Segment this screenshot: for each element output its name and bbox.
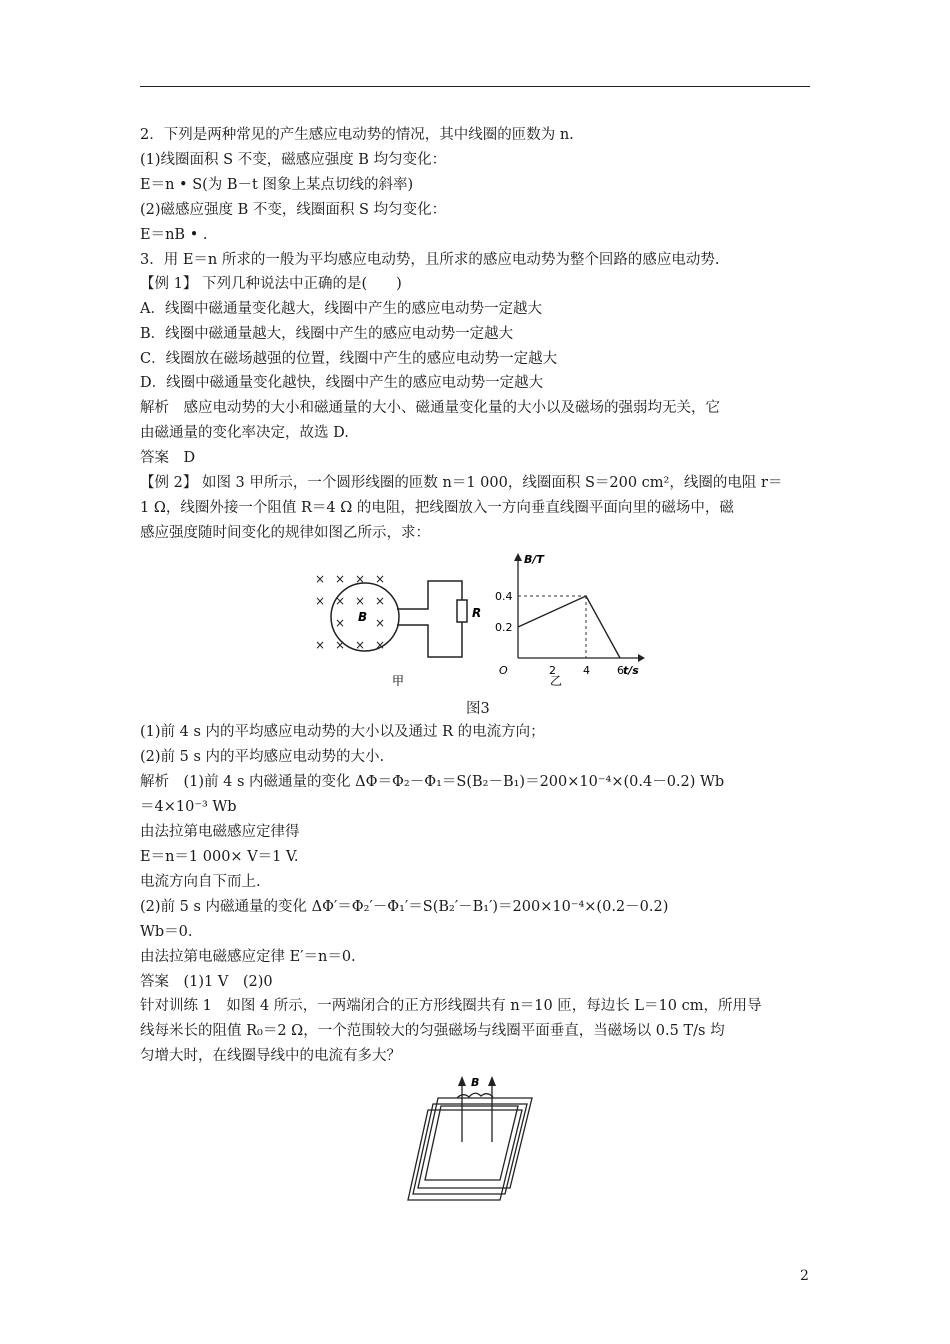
x-tick-label: 6 [617,664,624,677]
x-tick-label: 4 [583,664,590,677]
text-line: 【例 1】 下列几种说法中正确的是( ) [140,276,402,292]
text-line: (1)线圈面积 S 不变，磁感应强度 B 均匀变化： [140,152,447,168]
text-line: (2)前 5 s 内的平均感应电动势的大小. [140,749,385,765]
field-cross: × [335,616,346,630]
text-line: E＝n • S(为 B－t 图象上某点切线的斜率) [140,177,414,193]
field-cross: × [355,594,366,608]
text-line: E＝n＝1 000× V＝1 V. [140,849,299,865]
text-line: (1)前 4 s 内的平均感应电动势的大小以及通过 R 的电流方向； [140,724,545,740]
figure-3 [300,545,660,690]
text-line: 2．下列是两种常见的产生感应电动势的情况，其中线圈的匝数为 n. [140,127,574,143]
x-tick-label: 2 [549,664,556,677]
text-line: 感应强度随时间变化的规律如图乙所示，求： [140,525,430,541]
field-label: B [471,1076,480,1089]
text-line: 由磁通量的变化率决定，故选 D. [140,425,349,441]
text-line: D．线圈中磁通量变化越快，线圈中产生的感应电动势一定越大 [140,375,544,391]
text-line: 由法拉第电磁感应定律得 [140,824,300,840]
text-line: 电流方向自下而上. [140,874,261,890]
x-axis-label: t/s [623,664,639,677]
origin-label: O [499,664,508,677]
text-line: 解析 感应电动势的大小和磁通量的大小、磁通量变化量的大小以及磁场的强弱均无关，它 [140,400,720,416]
left-sublabel: 甲 [392,674,405,688]
data-line [518,596,620,658]
text-line: 解析 (1)前 4 s 内磁通量的变化 ΔΦ＝Φ₂－Φ₁＝S(B₂－B₁)＝200×10⁻⁴×(0.4－0.2) Wb [140,774,725,790]
figure-4-coil [405,1070,545,1210]
text-line: 线每米长的阻值 R₀＝2 Ω，一个范围较大的匀强磁场与线圈平面垂直，当磁场以 0.5 T/s 均 [140,1023,725,1039]
header-rule [140,86,810,87]
text-line: ＝4×10⁻³ Wb [140,799,237,815]
text-line: B．线圈中磁通量越大，线圈中产生的感应电动势一定越大 [140,326,514,342]
figure-3-caption: 图3 [466,701,490,717]
text-line: 答案 D [140,450,196,466]
coil-turn [418,1098,532,1188]
field-cross: × [375,638,386,652]
y-tick-label: 0.4 [495,590,513,603]
y-axis-label: B/T [524,553,544,566]
arrowhead-icon [488,1076,496,1086]
arrowhead-icon [458,1076,466,1086]
coil-inner-edge [425,1106,518,1180]
text-line: 3．用 E＝n 所求的一般为平均感应电动势，且所求的感应电动势为整个回路的感应电动势. [140,252,720,268]
text-line: (2)磁感应强度 B 不变，线圈面积 S 均匀变化： [140,202,447,218]
right-sublabel: 乙 [550,674,563,688]
resistor-symbol [457,600,467,622]
text-line: (2)前 5 s 内磁通量的变化 ΔΦ′＝Φ₂′－Φ₁′＝S(B₂′－B₁′)＝200×10⁻⁴×(0.2－0.2) [140,899,669,915]
text-line: 匀增大时，在线圈导线中的电流有多大？ [140,1048,401,1064]
field-cross: × [315,572,326,586]
text-line: E＝nB • . [140,227,208,243]
bt-chart [495,553,645,677]
page-number: 2 [800,1268,809,1284]
field-cross: × [335,572,346,586]
field-cross: × [315,638,326,652]
text-line: A．线圈中磁通量变化越大，线圈中产生的感应电动势一定越大 [140,301,542,317]
field-label: B [358,610,368,624]
field-cross: × [355,638,366,652]
text-line: C．线圈放在磁场越强的位置，线圈中产生的感应电动势一定越大 [140,351,558,367]
text-line: 答案 (1)1 V (2)0 [140,974,273,990]
field-cross: × [335,638,346,652]
x-axis-arrow [638,654,645,662]
text-line: 针对训练 1 如图 4 所示，一两端闭合的正方形线圈共有 n＝10 匝，每边长 L＝10 cm，所用导 [140,998,762,1014]
y-axis-arrow [514,553,522,561]
field-cross: × [355,572,366,586]
field-cross: × [335,594,346,608]
field-cross: × [375,594,386,608]
field-cross: × [375,616,386,630]
field-cross: × [375,572,386,586]
field-cross: × [315,594,326,608]
y-tick-label: 0.2 [495,621,513,634]
text-line: 【例 2】 如图 3 甲所示，一个圆形线圈的匝数 n＝1 000，线圈面积 S＝200 cm²，线圈的电阻 r＝ [140,475,783,491]
circuit-diagram [331,581,462,657]
text-line: 由法拉第电磁感应定律 E′＝n＝0. [140,949,356,965]
text-line: 1 Ω，线圈外接一个阻值 R＝4 Ω 的电阻，把线圈放入一方向垂直线圈平面向里的磁场中，磁 [140,500,734,516]
resistor-label: R [472,606,482,620]
text-line: Wb＝0. [140,924,193,940]
